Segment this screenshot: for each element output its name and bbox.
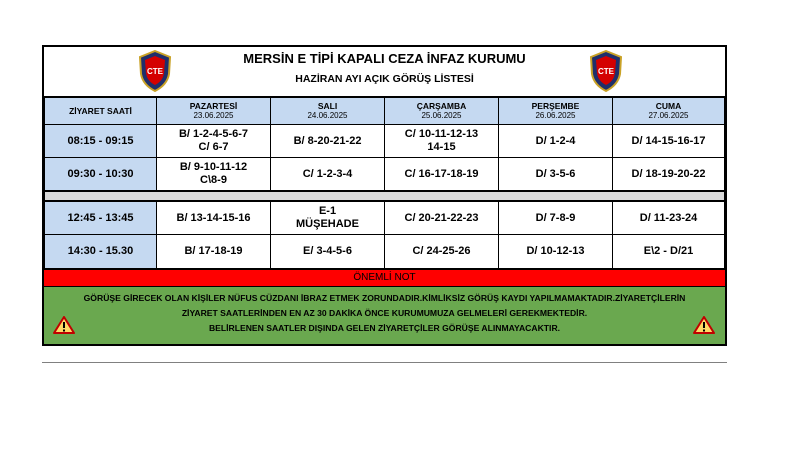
- schedule-cell: E\2 - D/21: [613, 235, 725, 269]
- table-row: [45, 201, 725, 235]
- day-header-wednesday: [385, 98, 499, 125]
- schedule-cell: B/ 1-2-4-5-6-7 C/ 6-7: [157, 125, 271, 158]
- schedule-cell: D/ 14-15-16-17: [613, 125, 725, 158]
- schedule-cell: D/ 7-8-9: [499, 201, 613, 235]
- day-date: 23.06.2025: [193, 111, 234, 120]
- svg-text:CTE: CTE: [147, 67, 163, 76]
- schedule-cell: C/ 1-2-3-4: [271, 158, 385, 192]
- day-date: 24.06.2025: [307, 111, 348, 120]
- day-header-tuesday: [271, 98, 385, 125]
- schedule-cell: D/ 18-19-20-22: [613, 158, 725, 192]
- note-line: ZİYARET SAATLERİNDEN EN AZ 30 DAKİKA ÖNCE KURUMUMUZA GELMELERİ GEREKMEKTEDİR.: [181, 308, 588, 318]
- schedule-cell: B/ 13-14-15-16: [157, 201, 271, 235]
- lunch-separator-row: [45, 191, 725, 201]
- header-row: [45, 98, 725, 125]
- list-subtitle: HAZİRAN AYI AÇIK GÖRÜŞ LİSTESİ: [295, 73, 474, 85]
- page-divider: [42, 362, 727, 363]
- time-slot: 12:45 - 13:45: [45, 201, 157, 235]
- cte-emblem-icon: [589, 50, 623, 92]
- schedule-cell: C/ 24-25-26: [385, 235, 499, 269]
- schedule-cell: D/ 11-23-24: [613, 201, 725, 235]
- note-line: GÖRÜŞE GİRECEK OLAN KİŞİLER NÜFUS CÜZDANI İBRAZ ETMEK ZORUNDADIR.KİMLİKSİZ GÖRÜŞ KAYDI YAPILMAMAKTADIR.ZİYARETÇİLERİN: [83, 293, 686, 303]
- schedule-table: [44, 97, 725, 269]
- time-slot: 08:15 - 09:15: [45, 125, 157, 158]
- day-name: PAZARTESİ: [189, 101, 238, 111]
- separator-cell: [45, 191, 725, 201]
- corner-label: ZİYARET SAATİ: [45, 98, 157, 125]
- schedule-cell: D/ 3-5-6: [499, 158, 613, 192]
- table-row: [45, 125, 725, 158]
- schedule-cell: C/ 20-21-22-23: [385, 201, 499, 235]
- day-date: 27.06.2025: [648, 111, 689, 120]
- day-name: ÇARŞAMBA: [416, 101, 467, 111]
- time-slot: 14:30 - 15.30: [45, 235, 157, 269]
- day-header-monday: [157, 98, 271, 125]
- table-row: [45, 235, 725, 269]
- schedule-cell: D/ 10-12-13: [499, 235, 613, 269]
- important-note-heading: ÖNEMLİ NOT: [44, 269, 725, 286]
- title-bar: [44, 47, 725, 97]
- day-name: SALI: [317, 101, 338, 111]
- schedule-cell: B/ 17-18-19: [157, 235, 271, 269]
- schedule-cell: C/ 16-17-18-19: [385, 158, 499, 192]
- warning-triangle-icon: [693, 316, 715, 334]
- svg-text:CTE: CTE: [598, 67, 614, 76]
- institution-title: MERSİN E TİPİ KAPALI CEZA İNFAZ KURUMU: [243, 51, 526, 66]
- day-header-friday: [613, 98, 725, 125]
- time-slot: 09:30 - 10:30: [45, 158, 157, 192]
- day-name: PERŞEMBE: [531, 101, 580, 111]
- schedule-cell: E/ 3-4-5-6: [271, 235, 385, 269]
- day-date: 25.06.2025: [421, 111, 462, 120]
- schedule-cell: E-1 MÜŞEHADE: [271, 201, 385, 235]
- day-name: CUMA: [655, 101, 682, 111]
- important-note-body: [44, 286, 725, 344]
- schedule-cell: C/ 10-11-12-13 14-15: [385, 125, 499, 158]
- schedule-cell: D/ 1-2-4: [499, 125, 613, 158]
- schedule-cell: B/ 9-10-11-12 C\8-9: [157, 158, 271, 192]
- visit-schedule-sheet: [42, 45, 727, 346]
- day-header-thursday: [499, 98, 613, 125]
- schedule-cell: B/ 8-20-21-22: [271, 125, 385, 158]
- note-line: BELİRLENEN SAATLER DIŞINDA GELEN ZİYARETÇİLER GÖRÜŞE ALINMAYACAKTIR.: [208, 323, 561, 333]
- table-row: [45, 158, 725, 192]
- day-date: 26.06.2025: [535, 111, 576, 120]
- note-text: [44, 291, 725, 336]
